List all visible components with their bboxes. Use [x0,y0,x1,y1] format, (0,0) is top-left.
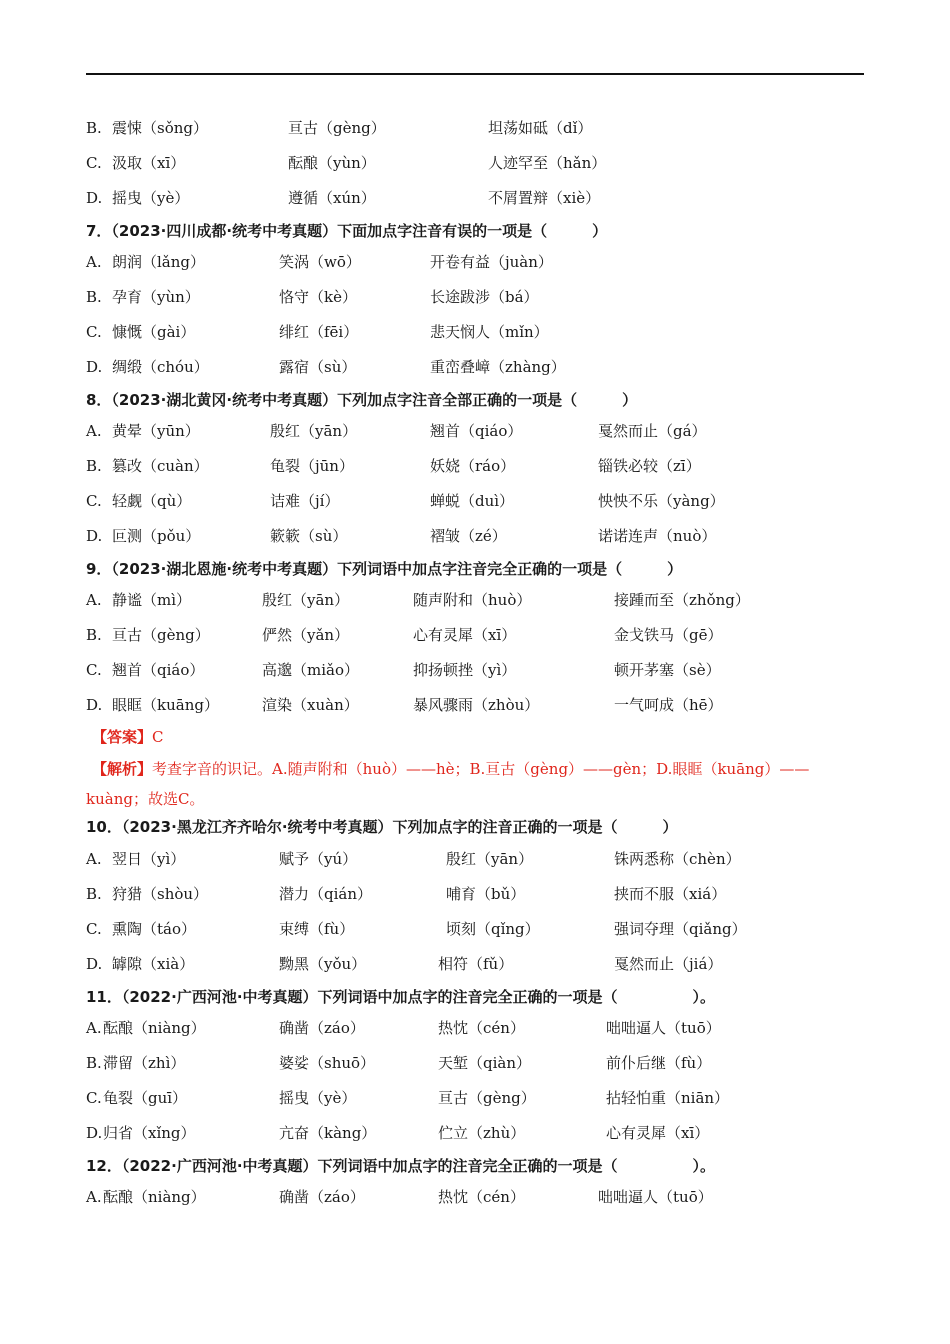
option-item: 酝酿（niàng） [103,1188,206,1206]
option-item: 眼眶（kuāng） [112,696,219,714]
option-label: D. [86,527,103,545]
option-item: 咄咄逼人（tuō） [598,1188,713,1206]
option-item: 渲染（xuàn） [262,696,359,714]
option-item: 坦荡如砥（dǐ） [488,119,593,137]
option-item: 龟裂（guī） [103,1089,188,1107]
option-item: 褶皱（zé） [430,527,507,545]
option-item: 亘古（gèng） [112,626,210,644]
option-item: 锱铁必较（zī） [598,457,701,475]
option-label: A. [86,422,102,440]
option-item: 滞留（zhì） [103,1054,186,1072]
option-label: D. [86,358,103,376]
header-rule [86,73,864,75]
option-label: B. [86,288,102,306]
option-item: 翘首（qiáo） [112,661,205,679]
option-label: D. [86,955,103,973]
option-item: 亘古（gèng） [438,1089,536,1107]
option-label: D. [86,189,103,207]
option-item: 拈轻怕重（niān） [606,1089,730,1107]
option-item: 抑扬顿挫（yì） [413,661,517,679]
option-item: 殷红（yān） [446,850,534,868]
option-item: 人迹罕至（hǎn） [488,154,607,172]
q9-answer [92,722,164,752]
option-label: A. [86,850,102,868]
option-item: 铢两悉称（chèn） [614,850,741,868]
option-label: C. [86,920,102,938]
option-item: 随声附和（huò） [413,591,532,609]
option-label: A. [86,1188,102,1206]
option-item: 长途跋涉（bá） [430,288,539,306]
option-item: 摇曳（yè） [279,1089,357,1107]
option-item: 亢奋（kàng） [279,1124,377,1142]
option-item: 熏陶（táo） [112,920,197,938]
option-item: 慷慨（gài） [112,323,196,341]
option-label: A. [86,591,102,609]
option-item: 亘古（gèng） [288,119,386,137]
option-item: 诺诺连声（nuò） [598,527,717,545]
option-item: 露宿（sù） [279,358,357,376]
option-item: 热忱（cén） [438,1188,525,1206]
option-item: 叵测（pǒu） [112,527,201,545]
option-item: 归省（xǐng） [103,1124,196,1142]
answer-value: C [152,728,164,746]
option-item: 重峦叠嶂（zhàng） [430,358,566,376]
option-item: 酝酿（yùn） [288,154,376,172]
option-item: 一气呵成（hē） [614,696,723,714]
option-item: 戛然而止（gá） [598,422,707,440]
option-item: 翘首（qiáo） [430,422,523,440]
q9-title: 9．（2023·湖北恩施·统考中考真题）下列词语中加点字注音完全正确的一项是（ ） [86,560,683,578]
option-item: 殷红（yān） [270,422,358,440]
option-item: 轻觑（qù） [112,492,192,510]
option-item: 遵循（xún） [288,189,376,207]
option-item: 高邈（miǎo） [262,661,359,679]
option-label: D. [86,1124,103,1142]
option-item: 笑涡（wō） [279,253,361,271]
option-item: 确凿（záo） [279,1188,365,1206]
option-item: 天堑（qiàn） [438,1054,532,1072]
q10-title: 10．（2023·黑龙江齐齐哈尔·统考中考真题）下列加点字的注音正确的一项是（ ） [86,818,678,836]
option-item: 篡改（cuàn） [112,457,209,475]
option-item: 绯红（fēi） [279,323,359,341]
option-label: C. [86,661,102,679]
option-item: 伫立（zhù） [438,1124,526,1142]
option-item: 戛然而止（jiá） [614,955,723,973]
option-item: 簌簌（sù） [270,527,348,545]
option-item: 心有灵犀（xī） [413,626,517,644]
option-item: 哺育（bǔ） [446,885,526,903]
option-item: 静谧（mì） [112,591,192,609]
option-label: B. [86,457,102,475]
option-item: 汲取（xī） [112,154,186,172]
option-item: 赋予（yú） [279,850,358,868]
option-item: 开卷有益（juàn） [430,253,553,271]
option-item: 相符（fǔ） [438,955,514,973]
option-item: 狩猎（shòu） [112,885,209,903]
option-item: 摇曳（yè） [112,189,190,207]
option-item: 确凿（záo） [279,1019,365,1037]
option-item: 不屑置辩（xiè） [488,189,601,207]
analysis-tag: 【解析】 [92,760,153,778]
option-label: C. [86,492,102,510]
option-item: 潜力（qián） [279,885,373,903]
option-item: 怏怏不乐（yàng） [598,492,725,510]
option-item: 金戈铁马（gē） [614,626,723,644]
option-item: 悲天悯人（mǐn） [430,323,549,341]
option-label: C. [86,323,102,341]
option-item: 婆娑（shuō） [279,1054,376,1072]
option-item: 黝黑（yǒu） [279,955,367,973]
option-item: 罅隙（xià） [112,955,195,973]
option-label: C. [86,154,102,172]
option-label: D. [86,696,103,714]
option-item: 热忱（cén） [438,1019,525,1037]
q11-title: 11．（2022·广西河池·中考真题）下列词语中加点字的注音完全正确的一项是（ ）。 [86,988,716,1006]
option-item: 殷红（yān） [262,591,350,609]
option-item: 孕育（yùn） [112,288,200,306]
option-label: B. [86,626,102,644]
option-item: 诘难（jí） [270,492,340,510]
option-item: 束缚（fù） [279,920,355,938]
analysis-text: 考查字音的识记。A.随声附和（huò）——hè；B.亘古（gèng）——gèn；D.眼眶（kuāng）—— [152,760,810,778]
option-item: 强词夺理（qiǎng） [614,920,747,938]
q9-analysis [92,754,809,784]
option-item: 酝酿（niàng） [103,1019,206,1037]
option-item: 挟而不服（xiá） [614,885,727,903]
option-item: 朗润（lǎng） [112,253,206,271]
option-item: 心有灵犀（xī） [606,1124,710,1142]
option-item: 暴风骤雨（zhòu） [413,696,540,714]
q8-title: 8．（2023·湖北黄冈·统考中考真题）下列加点字注音全部正确的一项是（ ） [86,391,638,409]
option-item: 顷刻（qǐng） [446,920,540,938]
option-label: B. [86,119,102,137]
option-label: A. [86,253,102,271]
option-label: B. [86,1054,102,1072]
option-item: 妖娆（ráo） [430,457,516,475]
option-item: 咄咄逼人（tuō） [606,1019,721,1037]
q12-title: 12．（2022·广西河池·中考真题）下列词语中加点字的注音完全正确的一项是（ ）。 [86,1157,716,1175]
option-item: 俨然（yǎn） [262,626,350,644]
option-label: B. [86,885,102,903]
option-item: 龟裂（jūn） [270,457,354,475]
option-item: 黄晕（yūn） [112,422,200,440]
option-label: A. [86,1019,102,1037]
q9-analysis-cont: kuàng；故选C。 [86,790,205,808]
option-item: 顿开茅塞（sè） [614,661,721,679]
option-item: 恪守（kè） [279,288,357,306]
option-item: 震悚（sǒng） [112,119,208,137]
answer-tag: 【答案】 [92,728,153,746]
option-item: 蝉蜕（duì） [430,492,515,510]
option-item: 接踵而至（zhǒng） [614,591,750,609]
q7-title: 7．（2023·四川成都·统考中考真题）下面加点字注音有误的一项是（ ） [86,222,608,240]
option-item: 绸缎（chóu） [112,358,209,376]
option-label: C. [86,1089,102,1107]
option-item: 翌日（yì） [112,850,186,868]
option-item: 前仆后继（fù） [606,1054,712,1072]
